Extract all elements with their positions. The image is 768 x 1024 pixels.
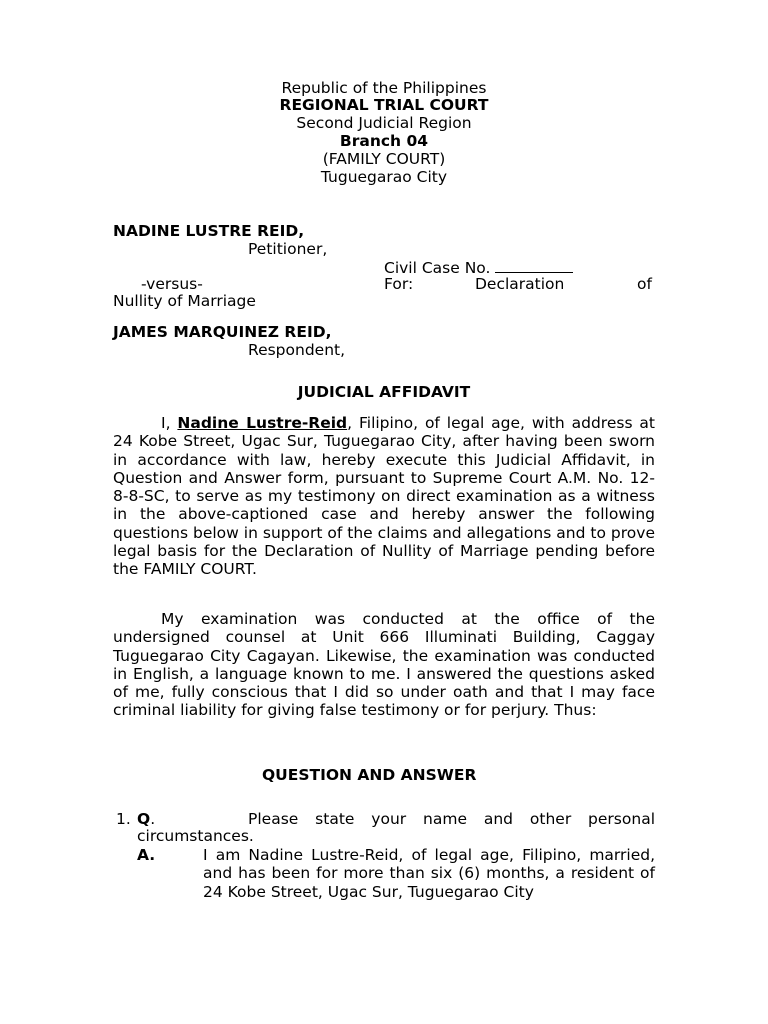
- case-number-label: Civil Case No.: [384, 259, 491, 277]
- para1-prefix: I,: [161, 414, 171, 432]
- header-republic: Republic of the Philippines: [281, 79, 487, 97]
- header-city: Tuguegarao City: [320, 168, 448, 186]
- question-text-line1: Please state your name and other personal: [248, 810, 655, 828]
- question-text-line2: circumstances.: [137, 827, 254, 845]
- for-declaration: Declaration: [475, 275, 565, 293]
- qa-number: 1.: [116, 810, 131, 828]
- affidavit-paragraph-2: [113, 610, 655, 720]
- header-region: Second Judicial Region: [296, 114, 472, 132]
- para1-body: , Filipino, of legal age, with address at 24 Kobe Street, Ugac Sur, Tuguegarao City, after having been sworn in accordance with law, hereby execute this Judicial Affidavit, in Question and Answer form, pursuant to Supreme Court A.M. No. 12-8-8-SC, to serve as my testimony on direct examination as a witness in the above-captioned case and hereby answer the following questions below in support of the claims and allegations and to prove legal basis for the Declaration of Nullity of Marriage pending before the FAMILY COURT.: [113, 414, 655, 579]
- answer-label: A.: [137, 846, 156, 864]
- petitioner-name: NADINE LUSTRE REID,: [113, 222, 305, 240]
- case-number-blank: [495, 258, 573, 273]
- petitioner-role: Petitioner,: [248, 240, 328, 258]
- header-family-court: (FAMILY COURT): [322, 150, 446, 168]
- para2-body: My examination was conducted at the office of the undersigned counsel at Unit 666 Illuminati Building, Caggay Tuguegarao City Cagayan. Likewise, the examination was conducted in English, a language known to me. I answered the questions asked of me, fully conscious that I did so under oath and that I may face criminal liability for giving false testimony or for perjury. Thus:: [113, 610, 655, 720]
- for-of: of: [637, 275, 652, 293]
- for-label: For:: [384, 275, 414, 293]
- for-nullity: Nullity of Marriage: [113, 292, 256, 310]
- answer-text: I am Nadine Lustre-Reid, of legal age, Filipino, married, and has been for more than six (6) months, a resident of 24 Kobe Street, Ugac Sur, Tuguegarao City: [203, 846, 655, 901]
- header-branch: Branch 04: [339, 132, 429, 150]
- respondent-role: Respondent,: [248, 341, 346, 359]
- versus-text: -versus-: [141, 275, 203, 293]
- qa-heading: QUESTION AND ANSWER: [262, 766, 477, 784]
- document-title: JUDICIAL AFFIDAVIT: [297, 383, 471, 401]
- header-court: REGIONAL TRIAL COURT: [279, 96, 489, 114]
- affidavit-paragraph-1: [113, 414, 655, 579]
- respondent-name: JAMES MARQUINEZ REID,: [113, 323, 332, 341]
- affiant-name: Nadine Lustre-Reid: [177, 414, 348, 432]
- question-label: Q.: [137, 810, 156, 828]
